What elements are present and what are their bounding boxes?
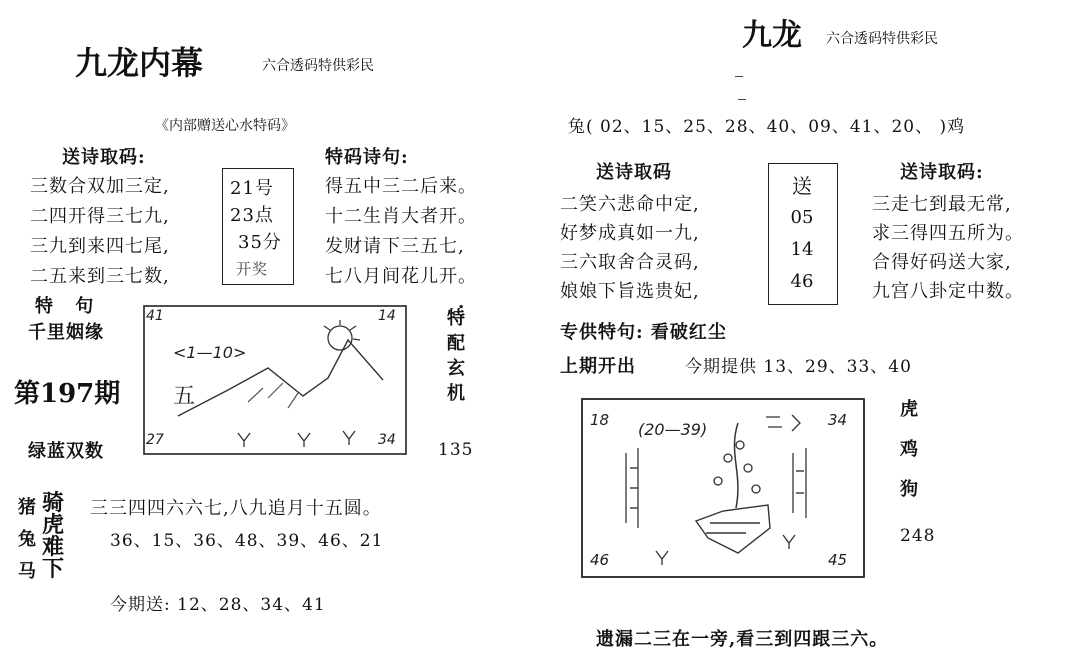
right-animal: 鸡: [900, 439, 918, 460]
left-tepei-char: 玄: [447, 358, 465, 379]
left-tepei-char: 特: [447, 308, 465, 329]
right-this-period: 今期提供 13、29、33、40: [685, 357, 912, 377]
right-poem2: [872, 190, 1024, 306]
left-verse: 三三四四六六七,八九追月十五圆。: [90, 498, 382, 519]
right-send-label: 送: [792, 174, 812, 198]
right-sketch: [578, 393, 868, 581]
right-animal: 狗: [900, 479, 918, 500]
left-poem2-line: 七八月间花儿开。: [325, 266, 477, 287]
right-tick-mark: [738, 99, 746, 100]
left-time-line: 开奖: [236, 260, 269, 278]
issue-number: 第197期: [14, 379, 121, 409]
right-title: 九龙: [742, 18, 802, 53]
left-sketch-bl: 27: [146, 432, 164, 448]
right-special-line: 专供特句: 看破红尘: [560, 322, 727, 343]
left-sketch-range: <1—10>: [173, 343, 247, 362]
left-poem2-line: 发财请下三五七,: [325, 236, 465, 257]
right-sketch-grass: [656, 535, 795, 565]
left-sketch-grass: [238, 431, 355, 447]
left-poem2: [325, 172, 477, 292]
left-poem2-line: 十二生肖大者开。: [325, 206, 477, 227]
left-sketch-char: 五: [173, 384, 196, 409]
left-time-line: 21号: [230, 178, 274, 199]
left-time-line: 23点: [230, 205, 274, 226]
right-sketch-left-lines: [626, 448, 638, 528]
right-sketch-stem: [734, 423, 738, 508]
right-send-num: 46: [790, 271, 814, 292]
left-zodiac: 兔: [18, 529, 36, 550]
left-poem1-line: 三数合双加三定,: [30, 176, 170, 197]
right-poem1: [560, 190, 700, 306]
left-sketch-frame: [144, 306, 406, 454]
left-numbers: 36、15、36、48、39、46、21: [110, 531, 384, 551]
left-title: 九龙内幕: [75, 44, 204, 82]
right-poem2-line: 九宫八卦定中数。: [872, 281, 1024, 302]
left-teju-label: 特 句: [35, 296, 102, 317]
left-tepei-dot: .: [458, 292, 466, 313]
left-subtitle: 六合透码特供彩民: [262, 58, 374, 74]
right-sketch-basket: [696, 505, 770, 553]
left-sketch: [138, 298, 410, 458]
left-poem1-line: 二五来到三七数,: [30, 266, 170, 287]
left-tepei-col: [447, 306, 465, 406]
right-subtitle: 六合透码特供彩民: [826, 31, 938, 47]
right-sketch-right-lines: [793, 448, 806, 518]
left-ride-char: 虎: [42, 512, 65, 538]
right-animals-col: [900, 390, 918, 510]
right-last-period: 上期开出: [560, 356, 636, 377]
left-zodiac: 马: [18, 561, 36, 582]
left-tepei-char: 机: [447, 383, 465, 404]
left-ride-col: [42, 492, 64, 580]
right-sketch-tl: 18: [590, 411, 610, 429]
right-poem2-line: 三走七到最无常,: [872, 194, 1012, 215]
right-poem2-line: 求三得四五所为。: [872, 223, 1024, 244]
right-send-box-text: [768, 170, 836, 298]
left-time-line: 35分: [238, 232, 282, 253]
left-poem1-line: 三九到来四七尾,: [30, 236, 170, 257]
right-sketch-marks: [766, 415, 800, 431]
right-poem2-title: 送诗取码:: [900, 162, 984, 183]
right-poem1-line: 二笑六悲命中定,: [560, 194, 700, 215]
left-teju-text: 千里姻缘: [28, 322, 104, 343]
right-poem1-line: 好梦成真如一九,: [560, 223, 700, 244]
right-poem1-line: 三六取舍合灵码,: [560, 252, 700, 273]
left-poem2-line: 得五中三二后来。: [325, 176, 477, 197]
right-sketch-range: (20—39): [638, 420, 708, 439]
left-sketch-tl: 41: [146, 308, 164, 324]
left-tepei-char: 配: [447, 333, 465, 354]
left-zodiac-col: [18, 492, 36, 588]
left-num135: 135: [438, 440, 474, 460]
left-sketch-br: 34: [378, 432, 396, 448]
left-ride-char: 下: [42, 556, 65, 582]
right-rabbit-line: 兔( 02、15、25、28、40、09、41、20、 )鸡: [568, 117, 966, 137]
right-sketch-frame: [582, 399, 864, 577]
right-footer: 遗漏二三在一旁,看三到四跟三六。: [596, 629, 889, 650]
left-bracket-title: 《内部赠送心水特码》: [155, 118, 295, 134]
left-sketch-tr: 14: [378, 308, 396, 324]
left-send: 今期送: 12、28、34、41: [110, 595, 326, 615]
left-poem1: [30, 172, 170, 292]
left-ride-char: 骑: [42, 490, 65, 516]
right-sketch-br: 45: [828, 551, 848, 569]
right-num248: 248: [900, 526, 936, 546]
left-sketch-sun: [328, 326, 352, 350]
right-tick-mark: [735, 76, 743, 77]
right-sketch-tr: 34: [828, 411, 848, 429]
left-time-box-text: [230, 175, 282, 283]
left-poem2-title: 特码诗句:: [325, 147, 409, 168]
left-poem1-title: 送诗取码:: [62, 147, 146, 168]
left-lanlv: 绿蓝双数: [28, 441, 104, 462]
right-poem2-line: 合得好码送大家,: [872, 252, 1012, 273]
right-sketch-bl: 46: [590, 551, 610, 569]
left-zodiac: 猪: [18, 497, 36, 518]
left-ride-char: 难: [42, 534, 65, 560]
left-poem1-line: 二四开得三七九,: [30, 206, 170, 227]
right-send-num: 05: [790, 207, 814, 228]
right-sketch-flower: [724, 454, 732, 462]
right-animal: 虎: [900, 399, 918, 420]
right-poem1-title: 送诗取码: [596, 162, 672, 183]
right-poem1-line: 娘娘下旨选贵妃,: [560, 281, 700, 302]
right-send-num: 14: [790, 239, 814, 260]
